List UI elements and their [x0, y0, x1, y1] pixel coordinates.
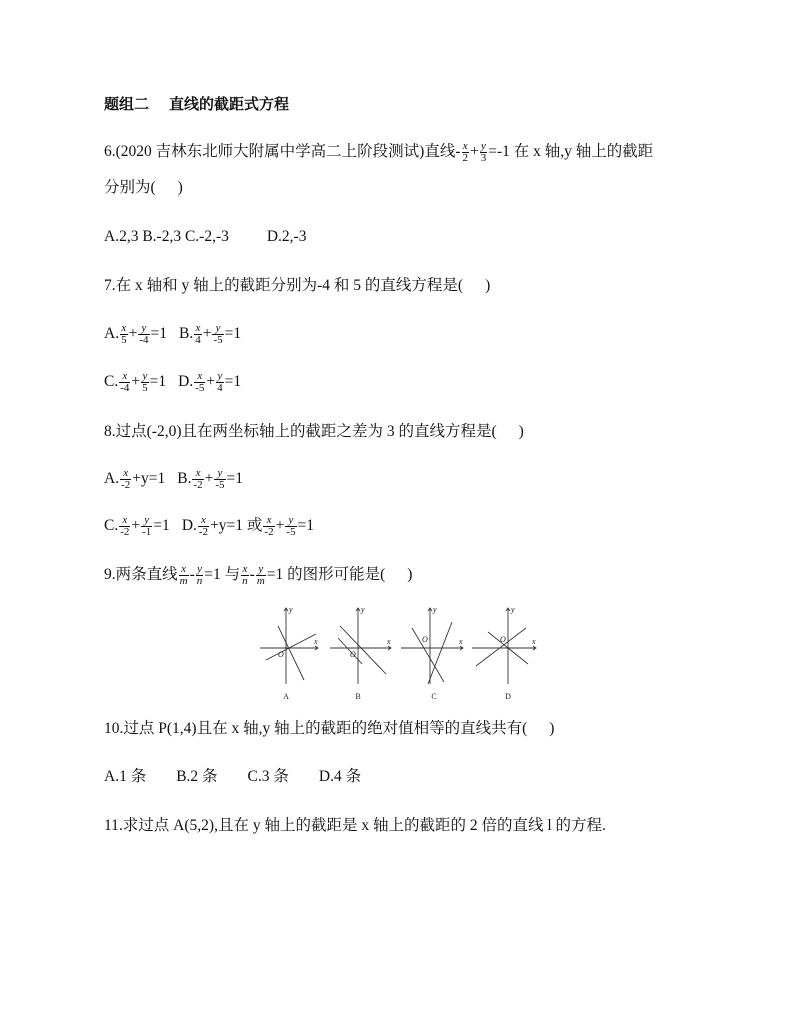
q10-option-d: D.4 条	[318, 768, 362, 785]
q8-option-c: C. $\frac{x}{-2}$ + $\frac{y}{-1}$ =1	[104, 513, 170, 538]
q7-option-c: C. $\frac{x}{-4}$ + $\frac{y}{5}$ =1	[104, 369, 167, 394]
q10-option-c: C.3 条	[247, 768, 289, 785]
graph-a-x-label: x	[314, 637, 318, 646]
question-8-options-ab	[104, 467, 243, 491]
question-6-stem-line2: 分别为( )	[104, 179, 183, 196]
graph-a	[260, 608, 318, 684]
question-7-options-cd	[104, 370, 241, 394]
graph-a-origin: O	[278, 650, 284, 659]
question-6-stem: 6.(2020 吉林东北师大附属中学高二上阶段测试)直线- $\frac{x}{2}$ + $\frac{y}{3}$ =-1 在 x 轴,y 轴上的截距	[104, 139, 654, 164]
q6-tail: =-1 在 x 轴,y 轴上的截距	[488, 143, 654, 160]
q8-option-a: A. $\frac{x}{-2}$ +y=1	[104, 466, 166, 491]
q8-option-b: B. $\frac{x}{-2}$ + $\frac{y}{-5}$ =1	[177, 466, 244, 491]
q6-lead: 6.(2020 吉林东北师大附属中学高二上阶段测试)直线-	[104, 143, 461, 160]
question-10-stem: 10.过点 P(1,4)且在 x 轴,y 轴上的截距的绝对值相等的直线共有( )	[104, 720, 555, 737]
graph-b-x-label: x	[387, 637, 391, 646]
question-7-stem: 7.在 x 轴和 y 轴上的截距分别为-4 和 5 的直线方程是( )	[104, 277, 491, 294]
question-9-figure	[258, 602, 542, 702]
graph-b-origin: O	[350, 650, 356, 659]
q6-option-d: D.2,-3	[266, 228, 307, 245]
section-heading	[104, 92, 289, 116]
q6-fraction-x-over-2: $\frac{x}{2}$	[462, 139, 468, 164]
graph-d-label: D	[505, 692, 511, 701]
graph-d-origin: O	[500, 635, 506, 644]
graph-c	[401, 608, 463, 684]
heading-group: 题组二	[104, 95, 150, 113]
graph-d-y-label: y	[511, 605, 515, 614]
graph-c-x-label: x	[459, 637, 463, 646]
q6-fraction-y-over-3: $\frac{y}{3}$	[480, 139, 487, 164]
question-6-options	[104, 225, 306, 249]
q7-option-b: B. $\frac{x}{4}$ + $\frac{y}{-5}$ =1	[179, 321, 242, 346]
question-11-stem: 11.求过点 A(5,2),且在 y 轴上的截距是 x 轴上的截距的 2 倍的直线 l 的方程.	[104, 817, 606, 834]
question-10-options	[104, 765, 361, 789]
q8-option-d: D. $\frac{x}{-2}$ +y=1 或 $\frac{x}{-2}$ + $\frac{y}{-5}$ =1	[181, 513, 315, 538]
question-8-stem: 8.过点(-2,0)且在两坐标轴上的截距之差为 3 的直线方程是( )	[104, 423, 524, 440]
graph-a-y-label: y	[289, 605, 293, 614]
graph-b	[330, 608, 391, 684]
graph-c-label: C	[431, 692, 437, 701]
heading-title: 直线的截距式方程	[169, 95, 290, 113]
q10-option-b: B.2 条	[176, 768, 218, 785]
question-8-options-cd	[104, 514, 314, 538]
graph-d	[472, 608, 536, 684]
q6-options-abc: A.2,3 B.-2,3 C.-2,-3	[104, 228, 229, 245]
graph-b-label: B	[355, 692, 361, 701]
graph-c-y-label: y	[433, 605, 437, 614]
graph-d-x-label: x	[532, 637, 536, 646]
graph-b-y-label: y	[361, 605, 365, 614]
question-9-stem: 9.两条直线 $\frac{x}{m}$ - $\frac{y}{n}$ =1 与 $\frac{x}{n}$ - $\frac{y}{m}$ =1 的图形可能是( )	[104, 562, 413, 587]
q10-option-a: A.1 条	[104, 768, 147, 785]
q7-option-a: A. $\frac{x}{5}$ + $\frac{y}{-4}$ =1	[104, 321, 167, 346]
graph-c-origin: O	[422, 635, 428, 644]
q7-option-d: D. $\frac{x}{-5}$ + $\frac{y}{4}$ =1	[178, 369, 242, 394]
graph-a-label: A	[283, 692, 289, 701]
question-7-options-ab	[104, 322, 241, 346]
